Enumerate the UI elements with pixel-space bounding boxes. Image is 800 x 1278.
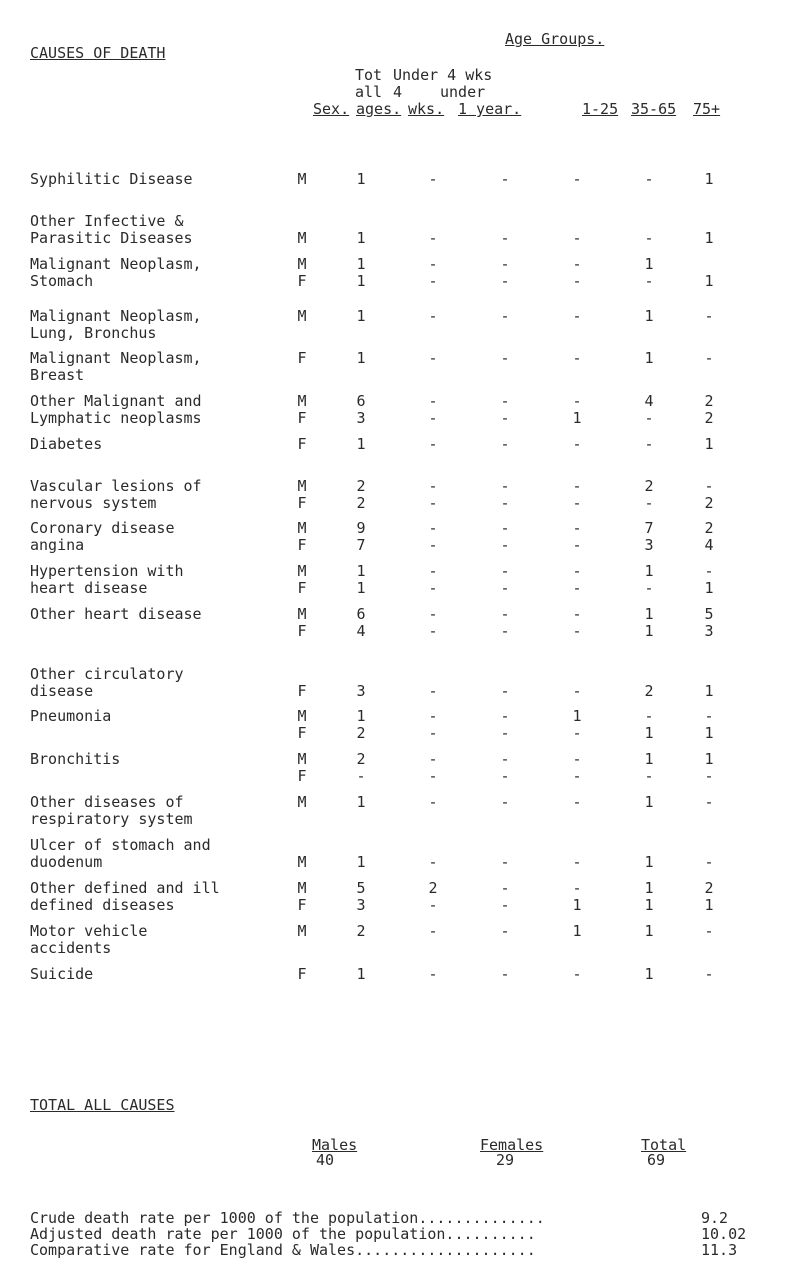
count-cell: 1: [704, 170, 714, 188]
count-cell: -: [572, 579, 582, 597]
count-cell: 1: [356, 793, 366, 811]
count-cell: -: [428, 750, 438, 768]
count-cell: -: [704, 707, 714, 725]
count-cell: -: [572, 965, 582, 983]
sex-cell: F: [297, 767, 307, 785]
count-cell: 1: [644, 879, 654, 897]
sex-cell: M: [297, 707, 307, 725]
count-cell: 1: [572, 922, 582, 940]
count-cell: 1: [356, 255, 366, 273]
count-cell: 2: [356, 750, 366, 768]
count-cell: -: [428, 853, 438, 871]
count-cell: -: [572, 767, 582, 785]
count-cell: -: [572, 682, 582, 700]
count-cell: -: [644, 272, 654, 290]
count-cell: 4: [704, 536, 714, 554]
count-cell: 1: [644, 793, 654, 811]
count-cell: 1: [644, 622, 654, 640]
females-value: 29: [496, 1151, 515, 1169]
cause-label: Other defined and ill: [30, 879, 220, 897]
count-cell: -: [428, 793, 438, 811]
count-cell: -: [500, 409, 510, 427]
count-cell: -: [572, 724, 582, 742]
count-cell: -: [572, 519, 582, 537]
cause-label: Stomach: [30, 272, 94, 290]
count-cell: 3: [356, 896, 366, 914]
column-header: 1-25: [582, 100, 619, 118]
sex-cell: M: [297, 170, 307, 188]
count-cell: 5: [356, 879, 366, 897]
sex-cell: F: [297, 536, 307, 554]
count-cell: 2: [428, 879, 438, 897]
count-cell: 3: [704, 622, 714, 640]
count-cell: -: [572, 536, 582, 554]
cause-label: Hypertension with: [30, 562, 184, 580]
count-cell: 1: [356, 853, 366, 871]
count-cell: -: [572, 562, 582, 580]
count-cell: 2: [704, 392, 714, 410]
count-cell: 1: [356, 307, 366, 325]
count-cell: -: [500, 922, 510, 940]
count-cell: -: [428, 255, 438, 273]
sex-cell: M: [297, 255, 307, 273]
count-cell: 1: [572, 896, 582, 914]
count-cell: 2: [644, 477, 654, 495]
count-cell: -: [428, 229, 438, 247]
count-cell: -: [644, 435, 654, 453]
count-cell: -: [572, 307, 582, 325]
count-cell: 2: [704, 494, 714, 512]
count-cell: -: [572, 605, 582, 623]
count-cell: -: [572, 879, 582, 897]
total-value: 69: [647, 1151, 666, 1169]
column-header: all: [355, 83, 383, 101]
cause-label: Ulcer of stomach and: [30, 836, 211, 854]
sex-cell: M: [297, 477, 307, 495]
count-cell: 1: [356, 707, 366, 725]
rate-label: Crude death rate per 1000 of the population..............: [30, 1209, 545, 1227]
count-cell: -: [500, 605, 510, 623]
count-cell: -: [500, 562, 510, 580]
count-cell: 1: [356, 170, 366, 188]
count-cell: -: [704, 477, 714, 495]
count-cell: 3: [356, 682, 366, 700]
count-cell: -: [428, 965, 438, 983]
count-cell: 2: [644, 682, 654, 700]
column-header: 35-65: [631, 100, 677, 118]
count-cell: 1: [356, 229, 366, 247]
count-cell: -: [428, 767, 438, 785]
count-cell: 1: [704, 724, 714, 742]
count-cell: 1: [572, 707, 582, 725]
count-cell: -: [428, 922, 438, 940]
sex-cell: M: [297, 879, 307, 897]
count-cell: -: [704, 307, 714, 325]
count-cell: -: [500, 392, 510, 410]
count-cell: -: [500, 170, 510, 188]
count-cell: -: [572, 793, 582, 811]
sex-cell: M: [297, 229, 307, 247]
count-cell: -: [356, 767, 366, 785]
count-cell: 2: [704, 879, 714, 897]
count-cell: -: [428, 435, 438, 453]
count-cell: -: [704, 767, 714, 785]
count-cell: -: [428, 170, 438, 188]
count-cell: 1: [572, 409, 582, 427]
page-title: CAUSES OF DEATH: [30, 44, 166, 62]
sex-cell: F: [297, 682, 307, 700]
cause-label: Coronary disease: [30, 519, 175, 537]
column-header: Sex.: [313, 100, 350, 118]
column-header: wks.: [408, 100, 445, 118]
count-cell: -: [704, 562, 714, 580]
count-cell: -: [572, 853, 582, 871]
sex-cell: M: [297, 853, 307, 871]
column-header: 75+: [693, 100, 721, 118]
count-cell: 3: [356, 409, 366, 427]
column-header: 1 year.: [458, 100, 522, 118]
count-cell: -: [644, 170, 654, 188]
count-cell: 2: [356, 724, 366, 742]
count-cell: -: [500, 255, 510, 273]
count-cell: -: [500, 536, 510, 554]
count-cell: -: [428, 272, 438, 290]
count-cell: 3: [644, 536, 654, 554]
count-cell: -: [428, 562, 438, 580]
sex-cell: F: [297, 896, 307, 914]
count-cell: -: [500, 272, 510, 290]
cause-label: Lymphatic neoplasms: [30, 409, 202, 427]
count-cell: -: [644, 494, 654, 512]
count-cell: 1: [356, 562, 366, 580]
count-cell: -: [500, 579, 510, 597]
count-cell: 1: [704, 682, 714, 700]
count-cell: -: [572, 255, 582, 273]
count-cell: 1: [704, 272, 714, 290]
count-cell: 7: [356, 536, 366, 554]
count-cell: 1: [644, 922, 654, 940]
count-cell: 2: [704, 409, 714, 427]
cause-label: Malignant Neoplasm,: [30, 349, 202, 367]
count-cell: 1: [704, 750, 714, 768]
cause-label: Vascular lesions of: [30, 477, 202, 495]
count-cell: 1: [644, 896, 654, 914]
count-cell: -: [428, 896, 438, 914]
age-groups-label: Age Groups.: [505, 30, 605, 48]
sex-cell: M: [297, 392, 307, 410]
sex-cell: F: [297, 435, 307, 453]
cause-label: Other circulatory: [30, 665, 184, 683]
count-cell: -: [704, 922, 714, 940]
count-cell: 1: [644, 255, 654, 273]
count-cell: -: [704, 965, 714, 983]
cause-label: Other heart disease: [30, 605, 202, 623]
cause-label: accidents: [30, 939, 112, 957]
count-cell: -: [428, 536, 438, 554]
count-cell: -: [500, 349, 510, 367]
count-cell: -: [644, 579, 654, 597]
count-cell: -: [500, 896, 510, 914]
cause-label: heart disease: [30, 579, 148, 597]
count-cell: 1: [356, 272, 366, 290]
count-cell: -: [500, 793, 510, 811]
column-header: 4: [393, 83, 403, 101]
cause-label: Diabetes: [30, 435, 103, 453]
count-cell: -: [500, 477, 510, 495]
count-cell: 2: [356, 922, 366, 940]
count-cell: -: [704, 853, 714, 871]
count-cell: 6: [356, 605, 366, 623]
count-cell: -: [704, 793, 714, 811]
count-cell: 9: [356, 519, 366, 537]
count-cell: -: [428, 605, 438, 623]
cause-label: Motor vehicle: [30, 922, 148, 940]
cause-label: Syphilitic Disease: [30, 170, 193, 188]
count-cell: 1: [356, 435, 366, 453]
sex-cell: F: [297, 579, 307, 597]
count-cell: -: [500, 965, 510, 983]
count-cell: 2: [356, 477, 366, 495]
count-cell: -: [704, 349, 714, 367]
count-cell: -: [500, 707, 510, 725]
count-cell: -: [428, 392, 438, 410]
sex-cell: M: [297, 307, 307, 325]
cause-label: Breast: [30, 366, 85, 384]
cause-label: Other diseases of: [30, 793, 184, 811]
count-cell: -: [572, 349, 582, 367]
count-cell: -: [500, 853, 510, 871]
cause-label: Parasitic Diseases: [30, 229, 193, 247]
column-header: under: [440, 83, 486, 101]
count-cell: 1: [644, 349, 654, 367]
count-cell: -: [428, 307, 438, 325]
count-cell: -: [572, 622, 582, 640]
count-cell: -: [428, 682, 438, 700]
rate-value: 10.02: [701, 1225, 747, 1243]
count-cell: -: [572, 170, 582, 188]
count-cell: 1: [356, 965, 366, 983]
count-cell: -: [572, 494, 582, 512]
count-cell: -: [428, 724, 438, 742]
count-cell: 1: [644, 307, 654, 325]
count-cell: -: [572, 229, 582, 247]
count-cell: -: [572, 435, 582, 453]
count-cell: -: [500, 622, 510, 640]
count-cell: -: [644, 707, 654, 725]
males-label: Males: [312, 1136, 358, 1154]
count-cell: 1: [644, 724, 654, 742]
cause-label: Pneumonia: [30, 707, 112, 725]
count-cell: 1: [704, 229, 714, 247]
count-cell: -: [500, 519, 510, 537]
rate-label: Comparative rate for England & Wales....................: [30, 1241, 536, 1259]
cause-label: Other Infective &: [30, 212, 184, 230]
count-cell: -: [428, 349, 438, 367]
total-label: Total: [641, 1136, 687, 1154]
sex-cell: F: [297, 724, 307, 742]
cause-label: Bronchitis: [30, 750, 121, 768]
count-cell: 1: [644, 853, 654, 871]
count-cell: -: [500, 750, 510, 768]
sex-cell: M: [297, 519, 307, 537]
sex-cell: F: [297, 494, 307, 512]
cause-label: respiratory system: [30, 810, 193, 828]
sex-cell: F: [297, 272, 307, 290]
males-value: 40: [316, 1151, 335, 1169]
sex-cell: M: [297, 922, 307, 940]
sex-cell: F: [297, 965, 307, 983]
cause-label: duodenum: [30, 853, 103, 871]
cause-label: defined diseases: [30, 896, 175, 914]
count-cell: 6: [356, 392, 366, 410]
count-cell: 1: [704, 579, 714, 597]
count-cell: 4: [356, 622, 366, 640]
count-cell: -: [500, 229, 510, 247]
count-cell: 1: [704, 435, 714, 453]
count-cell: 2: [704, 519, 714, 537]
count-cell: -: [428, 519, 438, 537]
count-cell: -: [500, 494, 510, 512]
cause-label: Malignant Neoplasm,: [30, 255, 202, 273]
count-cell: -: [500, 435, 510, 453]
sex-cell: F: [297, 409, 307, 427]
count-cell: 7: [644, 519, 654, 537]
count-cell: -: [500, 307, 510, 325]
count-cell: -: [428, 477, 438, 495]
column-header: Under 4 wks: [393, 66, 493, 84]
sex-cell: M: [297, 562, 307, 580]
count-cell: -: [572, 477, 582, 495]
count-cell: -: [500, 682, 510, 700]
sex-cell: M: [297, 750, 307, 768]
sex-cell: F: [297, 622, 307, 640]
count-cell: -: [572, 392, 582, 410]
cause-label: angina: [30, 536, 85, 554]
count-cell: -: [644, 767, 654, 785]
totals-heading: TOTAL ALL CAUSES: [30, 1096, 175, 1114]
count-cell: 1: [644, 562, 654, 580]
females-label: Females: [480, 1136, 544, 1154]
count-cell: -: [428, 494, 438, 512]
cause-label: Lung, Bronchus: [30, 324, 157, 342]
sex-cell: M: [297, 605, 307, 623]
count-cell: -: [500, 879, 510, 897]
rate-label: Adjusted death rate per 1000 of the population..........: [30, 1225, 536, 1243]
count-cell: 1: [356, 579, 366, 597]
count-cell: 2: [356, 494, 366, 512]
count-cell: -: [572, 750, 582, 768]
column-header: ages.: [356, 100, 402, 118]
count-cell: -: [428, 622, 438, 640]
count-cell: 1: [644, 605, 654, 623]
cause-label: Malignant Neoplasm,: [30, 307, 202, 325]
count-cell: -: [500, 767, 510, 785]
count-cell: -: [428, 409, 438, 427]
count-cell: 5: [704, 605, 714, 623]
count-cell: -: [644, 409, 654, 427]
cause-label: disease: [30, 682, 94, 700]
column-header: Tot: [355, 66, 383, 84]
cause-label: Other Malignant and: [30, 392, 202, 410]
rate-value: 11.3: [701, 1241, 738, 1259]
count-cell: -: [428, 707, 438, 725]
count-cell: 1: [704, 896, 714, 914]
sex-cell: M: [297, 793, 307, 811]
cause-label: nervous system: [30, 494, 157, 512]
count-cell: 1: [644, 965, 654, 983]
count-cell: -: [644, 229, 654, 247]
count-cell: -: [428, 579, 438, 597]
cause-label: Suicide: [30, 965, 94, 983]
count-cell: -: [572, 272, 582, 290]
count-cell: 1: [644, 750, 654, 768]
count-cell: 1: [356, 349, 366, 367]
rate-value: 9.2: [701, 1209, 729, 1227]
sex-cell: F: [297, 349, 307, 367]
count-cell: -: [500, 724, 510, 742]
count-cell: 4: [644, 392, 654, 410]
